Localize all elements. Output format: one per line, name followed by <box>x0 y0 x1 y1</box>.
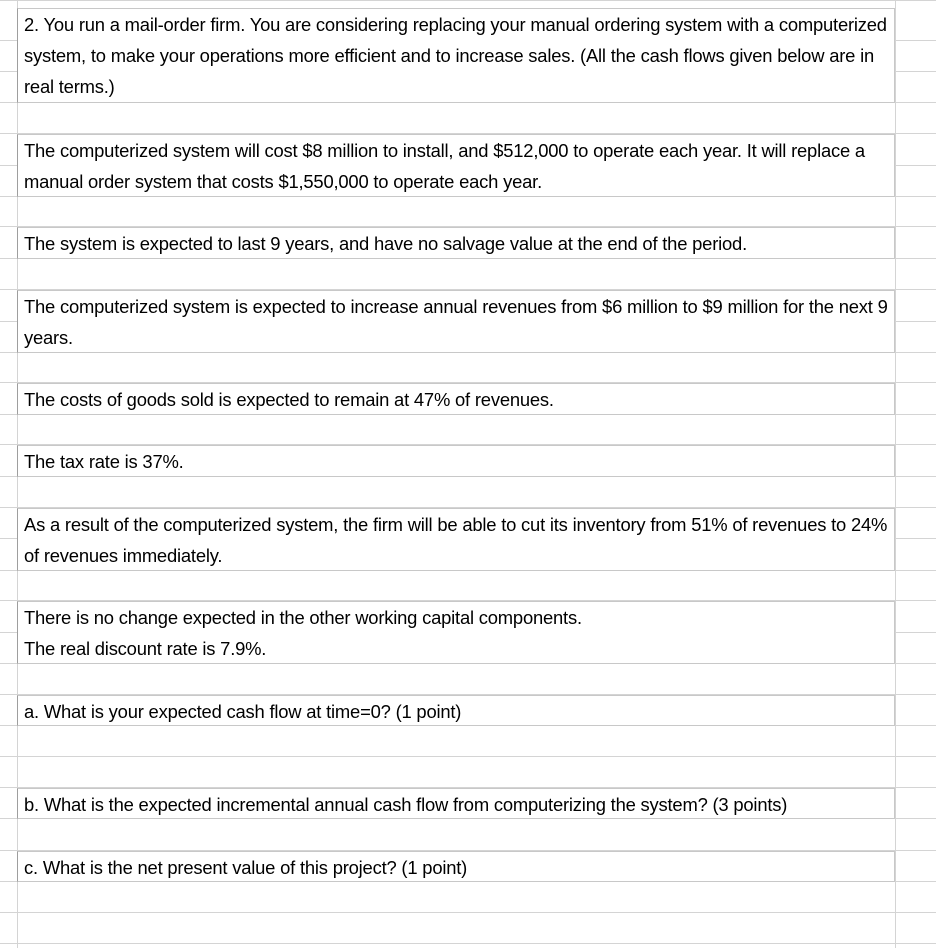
row-divider <box>895 71 936 72</box>
row-divider <box>0 632 17 633</box>
row-divider <box>895 538 936 539</box>
inventory-text: As a result of the computerized system, the firm will be able to cut its inventory from 51% of revenues to 24% of revenues immediately. <box>24 514 888 566</box>
part-b-text: b. What is the expected incremental annual cash flow from computerizing the system? (3 points) <box>24 794 788 815</box>
cogs-text: The costs of goods sold is expected to remain at 47% of revenues. <box>24 389 554 410</box>
row-divider <box>895 321 936 322</box>
row-divider <box>0 912 936 913</box>
cell-working-capital[interactable] <box>17 601 895 664</box>
cell-cogs[interactable] <box>17 383 895 415</box>
cell-part-b[interactable] <box>17 788 895 819</box>
cell-tax[interactable] <box>17 445 895 477</box>
tax-text: The tax rate is 37%. <box>24 451 184 472</box>
cell-cost[interactable] <box>17 134 895 197</box>
cell-intro[interactable] <box>17 8 895 103</box>
row-divider <box>0 40 17 41</box>
cell-part-c[interactable] <box>17 851 895 882</box>
column-divider <box>895 0 896 948</box>
row-divider <box>0 538 17 539</box>
life-text: The system is expected to last 9 years, and have no salvage value at the end of the period. <box>24 233 747 254</box>
row-divider <box>0 71 17 72</box>
revenue-text: The computerized system is expected to increase annual revenues from $6 million to $9 million for the next 9 years. <box>24 296 888 348</box>
cell-revenue[interactable] <box>17 290 895 353</box>
discount-rate-text: The real discount rate is 7.9%. <box>24 638 267 659</box>
working-capital-text: There is no change expected in the other working capital components. <box>24 607 582 628</box>
row-divider <box>0 756 936 757</box>
cell-life[interactable] <box>17 227 895 259</box>
cost-text: The computerized system will cost $8 million to install, and $512,000 to operate each year. It will replace a manual order system that costs $1,550,000 to operate each year. <box>24 140 865 192</box>
row-divider <box>0 943 936 944</box>
row-divider <box>0 321 17 322</box>
part-c-text: c. What is the net present value of this project? (1 point) <box>24 857 468 878</box>
row-divider <box>895 632 936 633</box>
row-divider <box>895 40 936 41</box>
part-a-text: a. What is your expected cash flow at time=0? (1 point) <box>24 701 462 722</box>
row-divider <box>0 0 936 1</box>
cell-inventory[interactable] <box>17 508 895 571</box>
intro-text: 2. You run a mail-order firm. You are considering replacing your manual ordering system with a computerized system, to make your operations more efficient and to increase sales. (All the cash flows given below are in real terms.) <box>24 14 887 97</box>
row-divider <box>895 165 936 166</box>
cell-part-a[interactable] <box>17 695 895 726</box>
row-divider <box>0 165 17 166</box>
